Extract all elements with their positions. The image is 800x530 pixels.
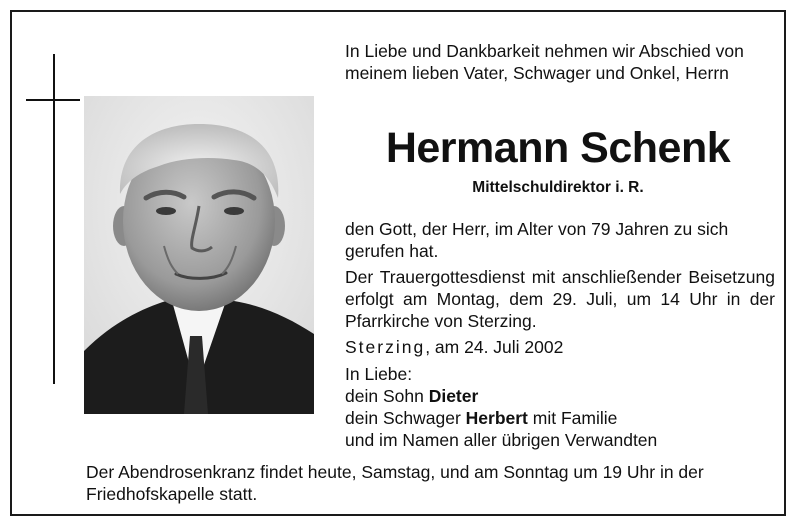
- announcement-body: [345, 218, 775, 362]
- mourner-line-relatives: und im Namen aller übrigen Verwandten: [345, 430, 658, 450]
- mourner-line-brother-in-law: [345, 407, 785, 429]
- cross-icon-horizontal: [26, 99, 80, 101]
- mourner-suffix: mit Familie: [527, 408, 618, 428]
- notice-date: , am 24. Juli 2002: [425, 337, 564, 357]
- mourner-relation: dein Schwager: [345, 408, 466, 428]
- mourner-name-son: Dieter: [428, 386, 479, 406]
- closing-heading: In Liebe:: [345, 364, 413, 384]
- mourner-relation: dein Sohn: [345, 386, 429, 406]
- portrait-photo: [84, 96, 314, 414]
- obituary-notice: [10, 10, 786, 516]
- intro-text: In Liebe und Dankbarkeit nehmen wir Abschied von meinem lieben Vater, Schwager und Onkel, Herrn: [345, 41, 744, 83]
- deceased-title: Mittelschuldirektor i. R.: [472, 179, 644, 196]
- place-name: Sterzing: [345, 337, 426, 357]
- deceased-name: Hermann Schenk: [385, 124, 731, 172]
- funeral-paragraph: Der Trauergottesdienst mit anschließender Beisetzung erfolgt am Montag, dem 29. Juli, um 14 Uhr in der Pfarrkirche von Sterzing.: [345, 267, 775, 331]
- place-date-line: [345, 336, 775, 358]
- mourner-name-brother-in-law: Herbert: [465, 408, 528, 428]
- mourner-line-son: [345, 385, 785, 407]
- passing-paragraph: den Gott, der Herr, im Alter von 79 Jahren zu sich gerufen hat.: [345, 219, 729, 261]
- cross-icon-vertical: [53, 54, 55, 384]
- mourners-list: [345, 363, 785, 451]
- rosary-notice: Der Abendrosenkranz findet heute, Samstag, und am Sonntag um 19 Uhr in der Friedhofskapelle statt.: [86, 462, 704, 504]
